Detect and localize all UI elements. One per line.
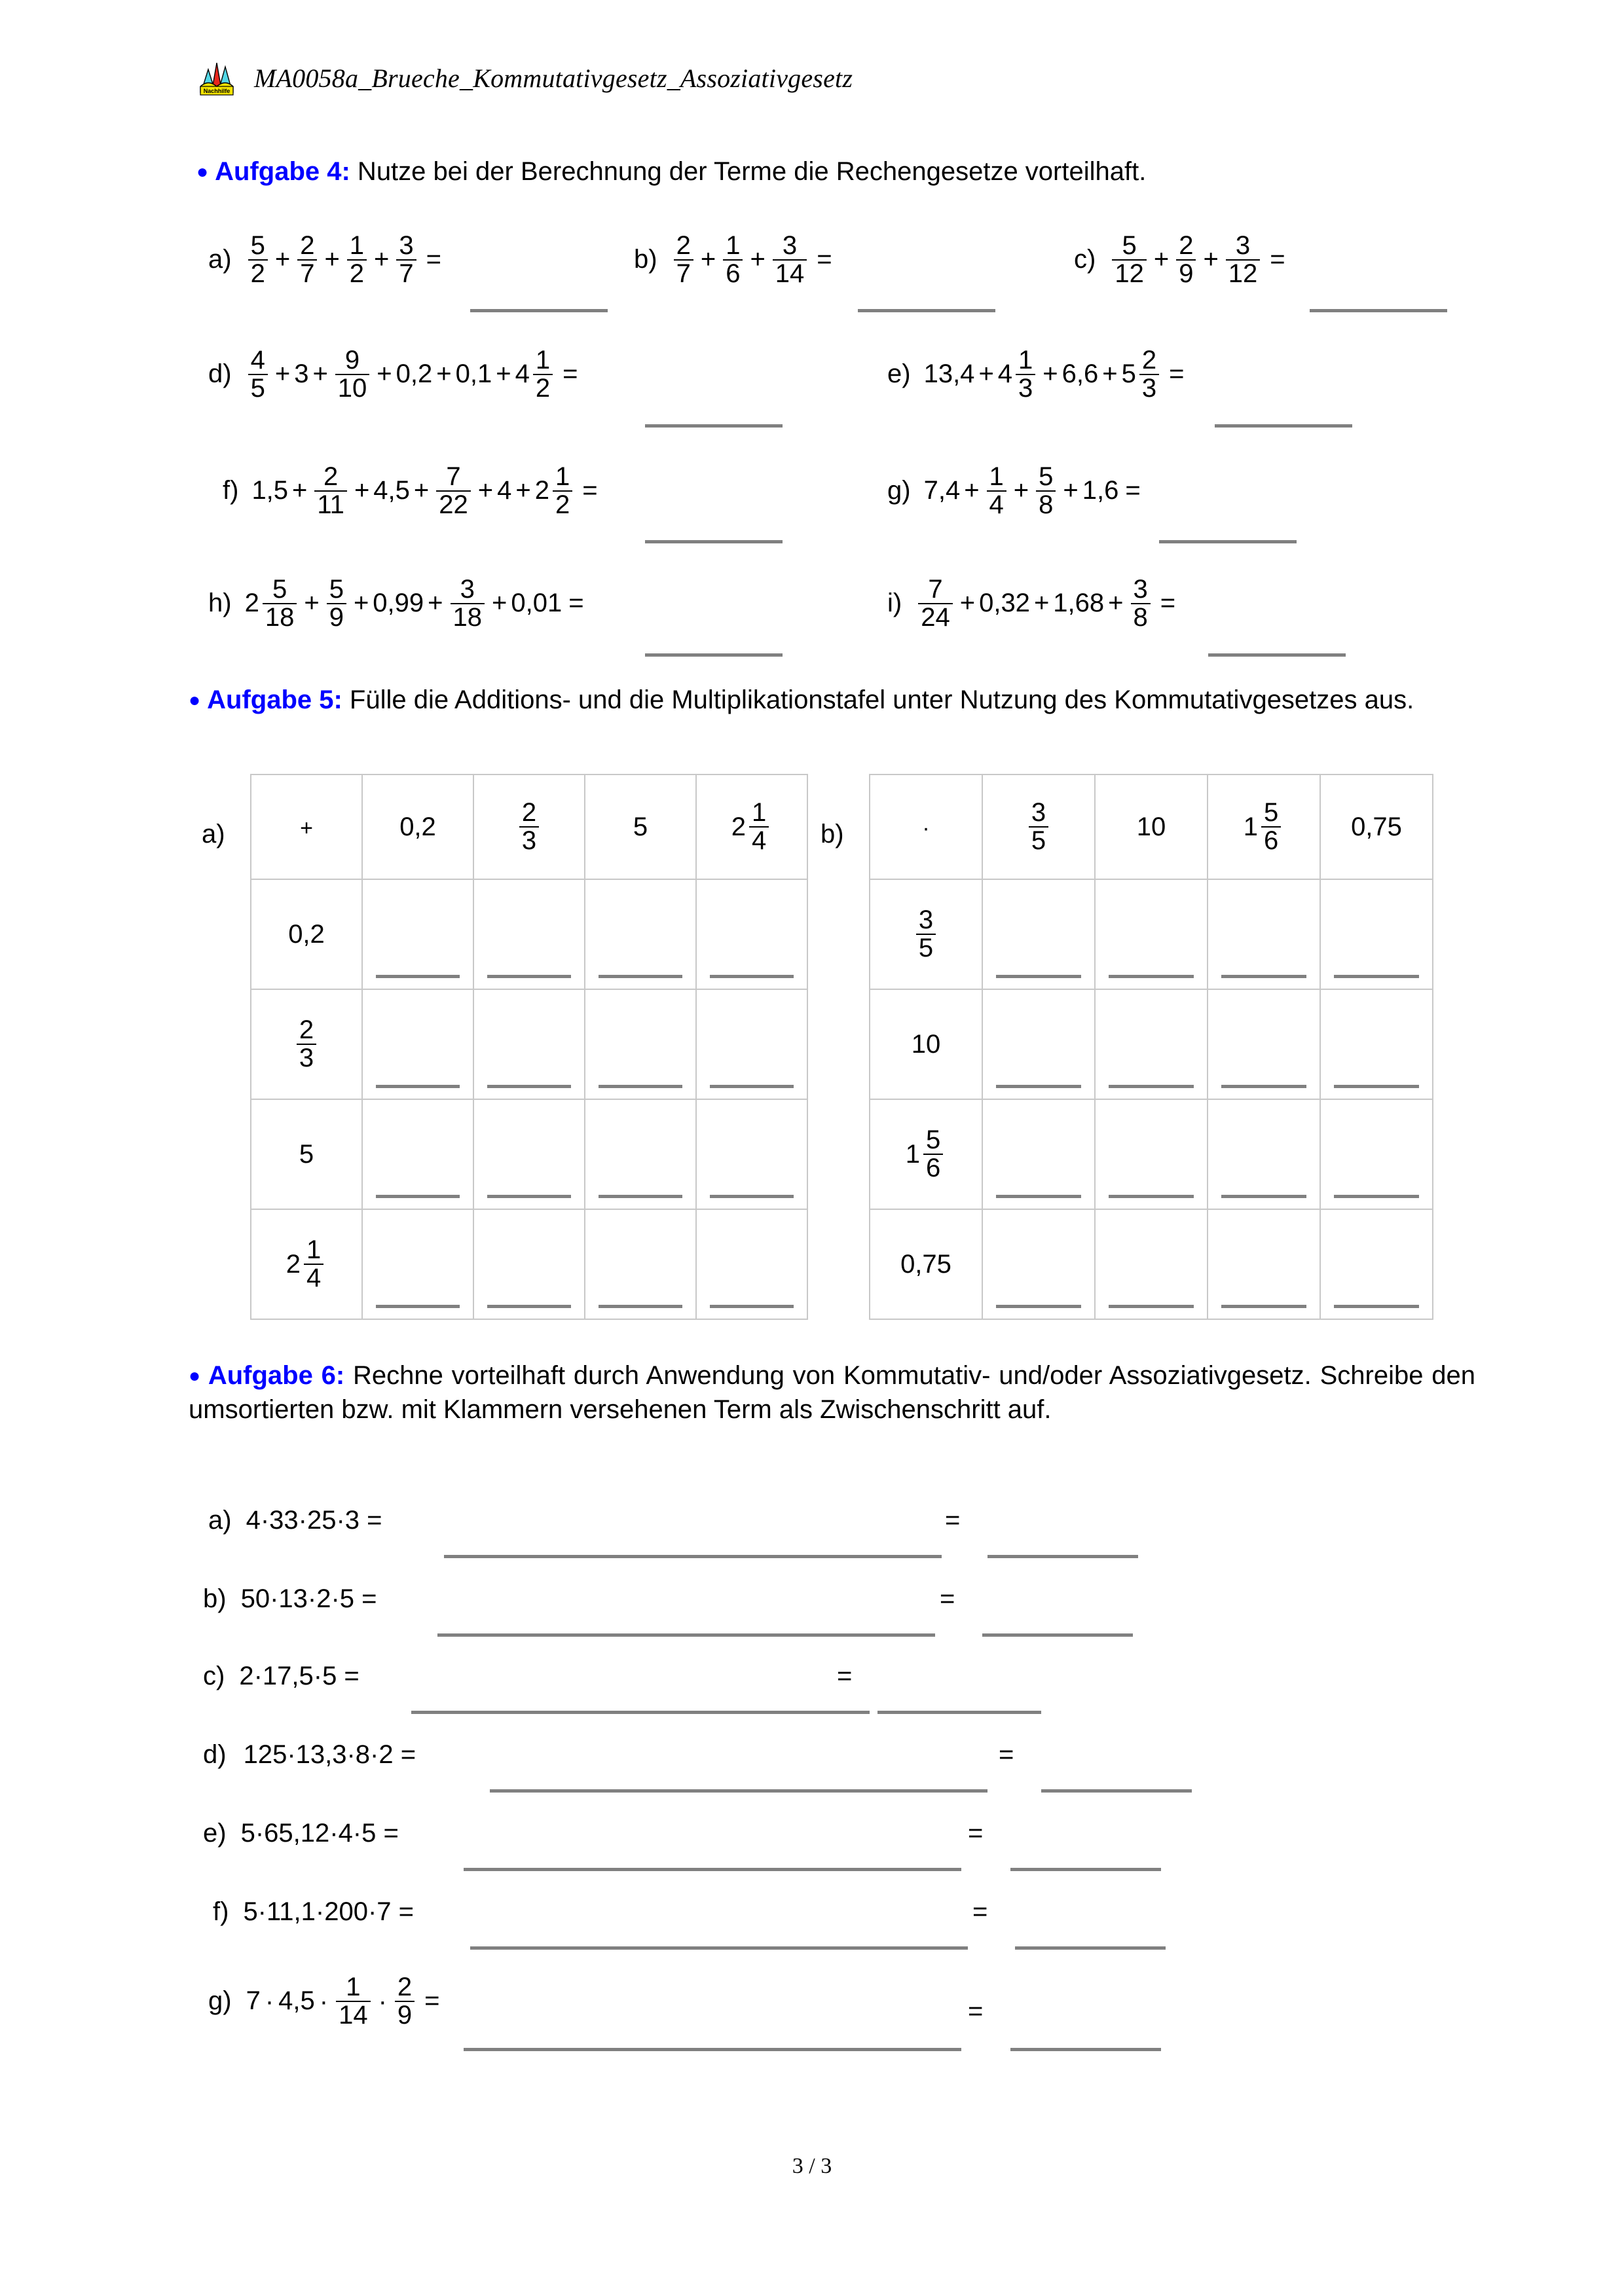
bullet-icon: ● <box>196 161 209 183</box>
item-label-c: c) <box>203 1662 225 1690</box>
table-a-col-header-4 <box>696 774 807 879</box>
fraction-2-3: $\frac{2}{3}$ <box>519 799 539 854</box>
cell-answer-line <box>710 1305 794 1308</box>
term-1-68: 1,68 <box>1053 589 1105 618</box>
term-4-5: 4,5 <box>373 476 410 505</box>
answer-line-6f-step[interactable] <box>470 1946 968 1950</box>
table-b-cell-3-2[interactable] <box>1208 1209 1320 1319</box>
plus-operator: + <box>496 359 511 389</box>
fraction-4-5: $\frac{4}{5}$ <box>248 347 268 402</box>
item-label-c: c) <box>1074 245 1096 274</box>
term-1-5: 1,5 <box>251 476 289 505</box>
mixed-number-4-1-2: 4 $\frac{1}{2}$ <box>515 347 557 402</box>
plus-operator: + <box>1043 359 1058 389</box>
plus-operator: + <box>377 359 392 389</box>
answer-line-4g[interactable] <box>1159 540 1297 543</box>
answer-line-6e-step[interactable] <box>464 1868 961 1871</box>
cell-answer-line <box>376 1305 460 1308</box>
task-4-label: Aufgabe 4: <box>215 157 350 186</box>
fraction-7-22: $\frac{7}{22}$ <box>436 464 471 519</box>
task6-equals-c <box>837 1662 852 1691</box>
expression-b: 50·13·2·5 = <box>240 1584 377 1613</box>
equals-sign: = <box>817 245 832 274</box>
answer-line-4h[interactable] <box>645 653 783 657</box>
item-label-g: g) <box>208 1986 232 2016</box>
table-b-cell-1-2[interactable] <box>1208 989 1320 1099</box>
cell-answer-line <box>487 1195 571 1198</box>
multiplication-dot: · <box>319 1986 329 2016</box>
plus-operator: + <box>374 245 390 274</box>
mixed-number-2-1-4: 2 $\frac{1}{4}$ <box>731 799 773 854</box>
fraction-3-14: $\frac{3}{14}$ <box>773 232 807 287</box>
equals-sign: = <box>837 1662 853 1690</box>
equals-sign: = <box>940 1584 955 1613</box>
plus-operator: + <box>292 476 308 505</box>
cell-answer-line <box>487 1305 571 1308</box>
equals-sign: = <box>999 1740 1014 1769</box>
table-row <box>870 1209 1433 1319</box>
cell-answer-line <box>599 975 682 978</box>
table-a-col-header-1: 0,2 <box>362 774 473 879</box>
cell-answer-line <box>1221 975 1306 978</box>
answer-line-4e[interactable] <box>1215 424 1352 428</box>
table-a-cell-0-1[interactable] <box>473 879 585 989</box>
task-6-label: Aufgabe 6: <box>208 1361 345 1390</box>
item-label-b: b) <box>634 245 657 274</box>
equals-sign: = <box>426 245 442 274</box>
item-label-i: i) <box>887 589 902 618</box>
cell-answer-line <box>1109 975 1193 978</box>
cell-answer-line <box>1334 1305 1418 1308</box>
nachhilfe-logo-icon <box>196 58 237 98</box>
bullet-icon: ● <box>189 1365 202 1387</box>
task-6-heading <box>189 1358 1475 1427</box>
cell-answer-line <box>376 1195 460 1198</box>
plus-operator: + <box>1108 589 1124 618</box>
bullet-icon: ● <box>189 689 201 711</box>
item-label-d: d) <box>208 359 232 389</box>
answer-line-6f-result[interactable] <box>1015 1946 1166 1950</box>
task6-equals-e <box>968 1819 983 1848</box>
answer-line-6g-step[interactable] <box>464 2048 961 2051</box>
term-13-4: 13,4 <box>923 359 975 389</box>
table-a-cell-1-1[interactable] <box>473 989 585 1099</box>
cell-answer-line <box>710 975 794 978</box>
mixed-number-5-2-3: 5 $\frac{2}{3}$ <box>1122 347 1163 402</box>
term-6-6: 6,6 <box>1061 359 1099 389</box>
cell-answer-line <box>710 1195 794 1198</box>
table-row <box>251 989 807 1099</box>
fraction-1-4: $\frac{1}{4}$ <box>987 464 1006 519</box>
page-header <box>196 58 853 98</box>
table-b-col-header-3 <box>1208 774 1320 879</box>
addition-table <box>250 774 808 1320</box>
table-b-operator-cell: · <box>870 774 982 879</box>
item-label-g: g) <box>887 476 911 505</box>
cell-answer-line <box>1221 1085 1306 1088</box>
plus-operator: + <box>1063 476 1079 505</box>
cell-answer-line <box>487 975 571 978</box>
fraction-3-7: $\frac{3}{7}$ <box>396 232 416 287</box>
plus-operator: + <box>1102 359 1118 389</box>
fraction-2-11: $\frac{2}{11}$ <box>314 464 347 519</box>
task6-equals-d <box>999 1740 1014 1770</box>
fraction-3-8: $\frac{3}{8}$ <box>1131 576 1151 631</box>
table-a-cell-0-2[interactable] <box>585 879 696 989</box>
answer-line-6a-step[interactable] <box>444 1555 942 1558</box>
table-row <box>870 989 1433 1099</box>
plus-operator: + <box>515 476 531 505</box>
page-footer <box>0 2154 1624 2179</box>
fraction-2-7: $\frac{2}{7}$ <box>297 232 317 287</box>
task6-equals-b <box>940 1584 955 1614</box>
plus-operator: + <box>700 245 716 274</box>
table-a-cell-2-1[interactable] <box>473 1099 585 1209</box>
cell-answer-line <box>1221 1195 1306 1198</box>
term-7-4: 7,4 <box>923 476 961 505</box>
task6-equals-f <box>972 1897 987 1927</box>
table-b-cell-2-2[interactable] <box>1208 1099 1320 1209</box>
table-b-cell-3-3[interactable] <box>1320 1209 1433 1319</box>
table-row <box>870 879 1433 989</box>
cell-answer-line <box>1109 1085 1193 1088</box>
plus-operator: + <box>492 589 507 618</box>
item-label-a: a) <box>208 245 232 274</box>
equals-sign: = <box>972 1897 988 1926</box>
term-0-32: 0,32 <box>979 589 1030 618</box>
item-label-a: a) <box>208 1506 232 1535</box>
multiplication-dot: · <box>265 1986 274 2016</box>
expression-e: 5·65,12·4·5 = <box>240 1819 399 1848</box>
answer-line-6a-result[interactable] <box>987 1555 1138 1558</box>
fraction-2-3: $\frac{2}{3}$ <box>297 1017 316 1072</box>
fraction-1-14: $\frac{1}{14}$ <box>336 1974 371 2029</box>
fraction-1-2: $\frac{1}{2}$ <box>347 232 367 287</box>
fraction-3-5: $\frac{3}{5}$ <box>1029 799 1048 854</box>
fraction-3-5: $\frac{3}{5}$ <box>916 907 936 962</box>
task4-item-e <box>887 347 1184 402</box>
cell-answer-line <box>996 1085 1080 1088</box>
expression-c: 2·17,5·5 = <box>239 1662 360 1690</box>
task6-item-f <box>213 1897 414 1927</box>
table-a-cell-0-3[interactable] <box>696 879 807 989</box>
cell-answer-line <box>996 975 1080 978</box>
plus-operator: + <box>959 589 976 618</box>
table-a-cell-2-3[interactable] <box>696 1099 807 1209</box>
task4-item-f <box>223 464 598 519</box>
table-a-row-header-1 <box>251 989 362 1099</box>
task-5-text: Fülle die Additions- und die Multiplikationstafel unter Nutzung des Kommutativgesetzes aus. <box>342 685 1414 714</box>
table-a-cell-3-2[interactable] <box>585 1209 696 1319</box>
plus-operator: + <box>750 245 766 274</box>
item-label-e: e) <box>203 1819 227 1848</box>
item-label-f: f) <box>213 1897 229 1926</box>
table-b-row-header-3: 0,75 <box>870 1209 982 1319</box>
plus-operator: + <box>274 359 291 389</box>
task4-item-g <box>887 464 1141 519</box>
table-a-col-header-2 <box>473 774 585 879</box>
cell-answer-line <box>996 1305 1080 1308</box>
equals-sign: = <box>568 589 584 618</box>
table-a-cell-1-2[interactable] <box>585 989 696 1099</box>
expression-d: 125·13,3·8·2 = <box>243 1740 416 1769</box>
equals-sign: = <box>1160 589 1176 618</box>
answer-line-4f[interactable] <box>645 540 783 543</box>
plus-operator: + <box>274 245 291 274</box>
task-5-heading <box>189 683 1475 717</box>
cell-answer-line <box>487 1085 571 1088</box>
table-row <box>251 879 807 989</box>
term-4-5: 4,5 <box>278 1986 315 2016</box>
plus-operator: + <box>324 245 340 274</box>
answer-line-6b-step[interactable] <box>437 1633 935 1637</box>
term-0-2: 0,2 <box>396 359 433 389</box>
multiplication-dot: · <box>378 1986 387 2016</box>
table-a-cell-3-0[interactable] <box>362 1209 473 1319</box>
plus-operator: + <box>413 476 430 505</box>
expression-f: 5·11,1·200·7 = <box>243 1897 414 1926</box>
table-b-cell-1-0[interactable] <box>982 989 1095 1099</box>
table-b-cell-0-0[interactable] <box>982 879 1095 989</box>
table-row <box>870 1099 1433 1209</box>
table-header-row <box>870 774 1433 879</box>
task4-item-h <box>208 576 584 631</box>
equals-sign: = <box>945 1506 961 1535</box>
fraction-7-24: $\frac{7}{24}$ <box>918 576 953 631</box>
cell-answer-line <box>1334 1195 1418 1198</box>
term-7: 7 <box>246 1986 261 2016</box>
task4-item-c <box>1074 232 1285 287</box>
cell-answer-line <box>599 1195 682 1198</box>
task6-item-c <box>203 1662 360 1691</box>
task-5-label: Aufgabe 5: <box>207 685 342 714</box>
table-b-cell-1-1[interactable] <box>1095 989 1208 1099</box>
mixed-number-4-1-3: 4 $\frac{1}{3}$ <box>998 347 1039 402</box>
table-row <box>251 1099 807 1209</box>
task-4-text: Nutze bei der Berechnung der Terme die Rechengesetze vorteilhaft. <box>350 157 1147 186</box>
plus-operator: + <box>1033 589 1050 618</box>
multiplication-table <box>869 774 1433 1320</box>
table-b-cell-0-1[interactable] <box>1095 879 1208 989</box>
equals-sign: = <box>424 1986 440 2016</box>
table-row <box>251 1209 807 1319</box>
item-label-h: h) <box>208 589 232 618</box>
item-label-f: f) <box>223 476 239 505</box>
task6-item-e <box>203 1819 399 1848</box>
table-b-col-header-1 <box>982 774 1095 879</box>
document-title: MA0058a_Brueche_Kommutativgesetz_Assoziativgesetz <box>254 63 853 93</box>
plus-operator: + <box>353 589 369 618</box>
answer-line-6b-result[interactable] <box>982 1633 1133 1637</box>
table-a-cell-1-3[interactable] <box>696 989 807 1099</box>
answer-line-6d-step[interactable] <box>490 1789 987 1793</box>
table-b-cell-2-0[interactable] <box>982 1099 1095 1209</box>
term-0-1: 0,1 <box>455 359 492 389</box>
cell-answer-line <box>599 1085 682 1088</box>
table-b-cell-1-3[interactable] <box>1320 989 1433 1099</box>
equals-sign: = <box>1270 245 1285 274</box>
mixed-number-1-5-6: 1 $\frac{5}{6}$ <box>906 1127 947 1182</box>
task-4-heading <box>196 155 1428 189</box>
table-b-row-header-0 <box>870 879 982 989</box>
plus-operator: + <box>477 476 494 505</box>
plus-operator: + <box>436 359 452 389</box>
answer-line-6e-result[interactable] <box>1010 1868 1161 1871</box>
item-label-b: b) <box>203 1584 227 1613</box>
fraction-5-12: $\frac{5}{12}$ <box>1112 232 1147 287</box>
cell-answer-line <box>1109 1305 1193 1308</box>
task6-item-b <box>203 1584 377 1614</box>
equals-sign: = <box>968 1819 984 1848</box>
table-a-row-header-2: 5 <box>251 1099 362 1209</box>
fraction-5-8: $\frac{5}{8}$ <box>1036 464 1056 519</box>
fraction-9-10: $\frac{9}{10}$ <box>335 347 370 402</box>
table-a-cell-2-0[interactable] <box>362 1099 473 1209</box>
cell-answer-line <box>1334 1085 1418 1088</box>
item-label-d: d) <box>203 1740 227 1769</box>
equals-sign: = <box>968 1997 984 2026</box>
answer-line-6g-result[interactable] <box>1010 2048 1161 2051</box>
fraction-2-9: $\frac{2}{9}$ <box>395 1974 415 2029</box>
task4-item-b <box>634 232 832 287</box>
plus-operator: + <box>312 359 328 389</box>
equals-sign: = <box>563 359 578 389</box>
answer-line-4c[interactable] <box>1310 309 1447 312</box>
plus-operator: + <box>1153 245 1170 274</box>
cell-answer-line <box>599 1305 682 1308</box>
table-b-col-header-4: 0,75 <box>1320 774 1433 879</box>
mixed-number-1-5-6: 1 $\frac{5}{6}$ <box>1244 799 1285 854</box>
answer-line-6c-result[interactable] <box>877 1711 1041 1714</box>
fraction-3-18: $\frac{3}{18}$ <box>451 576 485 631</box>
mixed-number-2-5-18: 2 $\frac{5}{18}$ <box>245 576 301 631</box>
answer-line-4b[interactable] <box>858 309 995 312</box>
task6-item-a <box>208 1506 382 1535</box>
answer-line-4i[interactable] <box>1208 653 1346 657</box>
fraction-5-9: $\frac{5}{9}$ <box>327 576 346 631</box>
table-a-cell-0-0[interactable] <box>362 879 473 989</box>
answer-line-6c-step[interactable] <box>411 1711 870 1714</box>
fraction-1-6: $\frac{1}{6}$ <box>723 232 743 287</box>
plus-operator: + <box>354 476 370 505</box>
term-0-99: 0,99 <box>373 589 424 618</box>
svg-text:Nachhilfe: Nachhilfe <box>203 88 231 94</box>
fraction-2-9: $\frac{2}{9}$ <box>1176 232 1196 287</box>
plus-operator: + <box>1013 476 1029 505</box>
task4-item-d <box>208 347 578 402</box>
table-a-col-header-3: 5 <box>585 774 696 879</box>
table-header-row <box>251 774 807 879</box>
table-b-label: b) <box>821 820 844 848</box>
table-a-operator-cell: + <box>251 774 362 879</box>
cell-answer-line <box>996 1195 1080 1198</box>
table-b-cell-0-3[interactable] <box>1320 879 1433 989</box>
term-0-01: 0,01 <box>511 589 563 618</box>
table-b-row-header-1: 10 <box>870 989 982 1099</box>
table-a-cell-2-2[interactable] <box>585 1099 696 1209</box>
equals-sign: = <box>582 476 598 505</box>
item-label-e: e) <box>887 359 911 389</box>
answer-line-4d[interactable] <box>645 424 783 428</box>
table-b-cell-2-1[interactable] <box>1095 1099 1208 1209</box>
term-1-6: 1,6 <box>1082 476 1119 505</box>
table-a-row-header-0: 0,2 <box>251 879 362 989</box>
table-b-cell-3-1[interactable] <box>1095 1209 1208 1319</box>
table-b-col-header-2: 10 <box>1095 774 1208 879</box>
cell-answer-line <box>1109 1195 1193 1198</box>
table-b-row-header-2 <box>870 1099 982 1209</box>
fraction-5-2: $\frac{5}{2}$ <box>248 232 268 287</box>
term-3: 3 <box>294 359 309 389</box>
task6-equals-a <box>945 1506 960 1535</box>
task-6-text: Rechne vorteilhaft durch Anwendung von Kommutativ- und/oder Assoziativgesetz. Schreibe den umsortierten bzw. mit Klammern versehenen Term als Zwischenschritt auf. <box>189 1361 1475 1424</box>
cell-answer-line <box>1334 975 1418 978</box>
cell-answer-line <box>376 1085 460 1088</box>
task6-item-d <box>203 1740 416 1770</box>
task4-item-i <box>887 576 1175 631</box>
table-b-cell-3-0[interactable] <box>982 1209 1095 1319</box>
cell-answer-line <box>376 975 460 978</box>
task6-item-g <box>208 1974 440 2029</box>
answer-line-6d-result[interactable] <box>1041 1789 1192 1793</box>
fraction-2-7: $\frac{2}{7}$ <box>674 232 693 287</box>
cell-answer-line <box>710 1085 794 1088</box>
table-b-cell-2-3[interactable] <box>1320 1099 1433 1209</box>
table-b-cell-0-2[interactable] <box>1208 879 1320 989</box>
plus-operator: + <box>428 589 443 618</box>
answer-line-4a[interactable] <box>470 309 608 312</box>
equals-sign: = <box>1125 476 1141 505</box>
fraction-3-12: $\frac{3}{12}$ <box>1226 232 1261 287</box>
table-a-row-header-3 <box>251 1209 362 1319</box>
equals-sign: = <box>1169 359 1185 389</box>
cell-answer-line <box>1221 1305 1306 1308</box>
mixed-number-2-1-4: 2 $\frac{1}{4}$ <box>286 1237 327 1292</box>
page-number: 3 / 3 <box>792 2154 832 2178</box>
task6-equals-g <box>968 1997 983 2026</box>
plus-operator: + <box>1203 245 1219 274</box>
table-a-cell-1-0[interactable] <box>362 989 473 1099</box>
table-a-label: a) <box>202 820 225 848</box>
term-4: 4 <box>497 476 512 505</box>
expression-a: 4·33·25·3 = <box>246 1506 382 1535</box>
table-a-cell-3-3[interactable] <box>696 1209 807 1319</box>
plus-operator: + <box>978 359 994 389</box>
plus-operator: + <box>964 476 980 505</box>
table-a-cell-3-1[interactable] <box>473 1209 585 1319</box>
mixed-number-2-1-2: 2 $\frac{1}{2}$ <box>535 464 576 519</box>
plus-operator: + <box>304 589 320 618</box>
task4-item-a <box>208 232 441 287</box>
